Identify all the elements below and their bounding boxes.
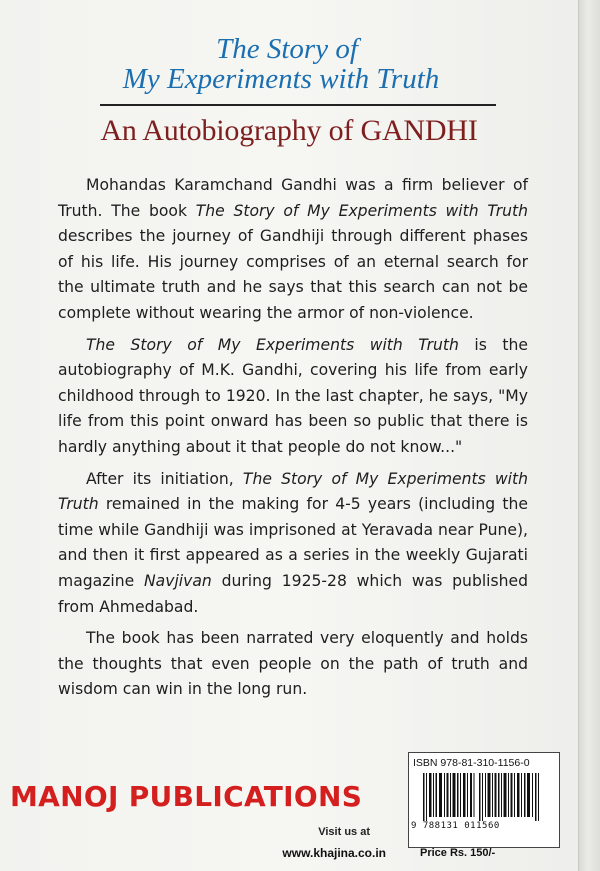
blurb-paragraph-2 xyxy=(58,333,528,461)
blurb-text: during 1925-28 which was published from Ahmedabad. xyxy=(58,571,529,616)
publisher-name: MANOJ PUBLICATIONS xyxy=(10,780,363,813)
title-line-2: My Experiments with Truth xyxy=(122,63,440,95)
visit-label: Visit us at xyxy=(318,826,370,838)
book-title-italic: The Story of My Experiments with Truth xyxy=(86,335,459,354)
blurb xyxy=(58,173,528,709)
barcode-icon xyxy=(423,773,545,821)
blurb-paragraph-4 xyxy=(58,626,528,703)
magazine-name-italic: Navjivan xyxy=(144,571,212,590)
blurb-paragraph-3 xyxy=(58,467,528,621)
title-divider xyxy=(100,104,496,106)
blurb-text: After its initiation, xyxy=(86,469,243,488)
subtitle: An Autobiography of GANDHI xyxy=(100,114,478,147)
barcode-digits: 9 788131 011560 xyxy=(411,821,500,831)
blurb-text: remained in the making for 4-5 years (including the time while Gandhiji was imprisoned at Yeravada near Pune), and then it first appeared as a series in the weekly Gujarati magazine xyxy=(58,495,528,590)
title-line-1: The Story of xyxy=(216,33,358,65)
isbn-number: ISBN 978-81-310-1156-0 xyxy=(413,757,530,769)
blurb-text: Mohandas Karamchand Gandhi was a firm believer of Truth. The book xyxy=(58,176,528,220)
price-label: Price Rs. 150/- xyxy=(420,847,496,859)
book-title-italic: The Story of My Experiments with Truth xyxy=(195,201,528,220)
blurb-text: is the autobiography of M.K. Gandhi, covering his life from early childhood through to 1920. In the last chapter, he says, "My life from this point onward has been so public that there is hardly anything about it that people do not know..." xyxy=(58,335,529,456)
blurb-text: The book has been narrated very eloquently and holds the thoughts that even people on the path of truth and wisdom can win in the long run. xyxy=(58,629,528,699)
book-spine-edge xyxy=(578,0,600,871)
blurb-text: describes the journey of Gandhiji through different phases of his life. His journey comprises of an eternal search for the ultimate truth and he says that this search can not be complete without wearing the armor of non-violence. xyxy=(58,227,528,322)
website-link[interactable]: www.khajina.co.in xyxy=(282,846,386,860)
book-title-italic: The Story of My Experiments with Truth xyxy=(58,469,529,514)
isbn-barcode-box xyxy=(408,752,560,848)
blurb-paragraph-1 xyxy=(58,173,528,327)
